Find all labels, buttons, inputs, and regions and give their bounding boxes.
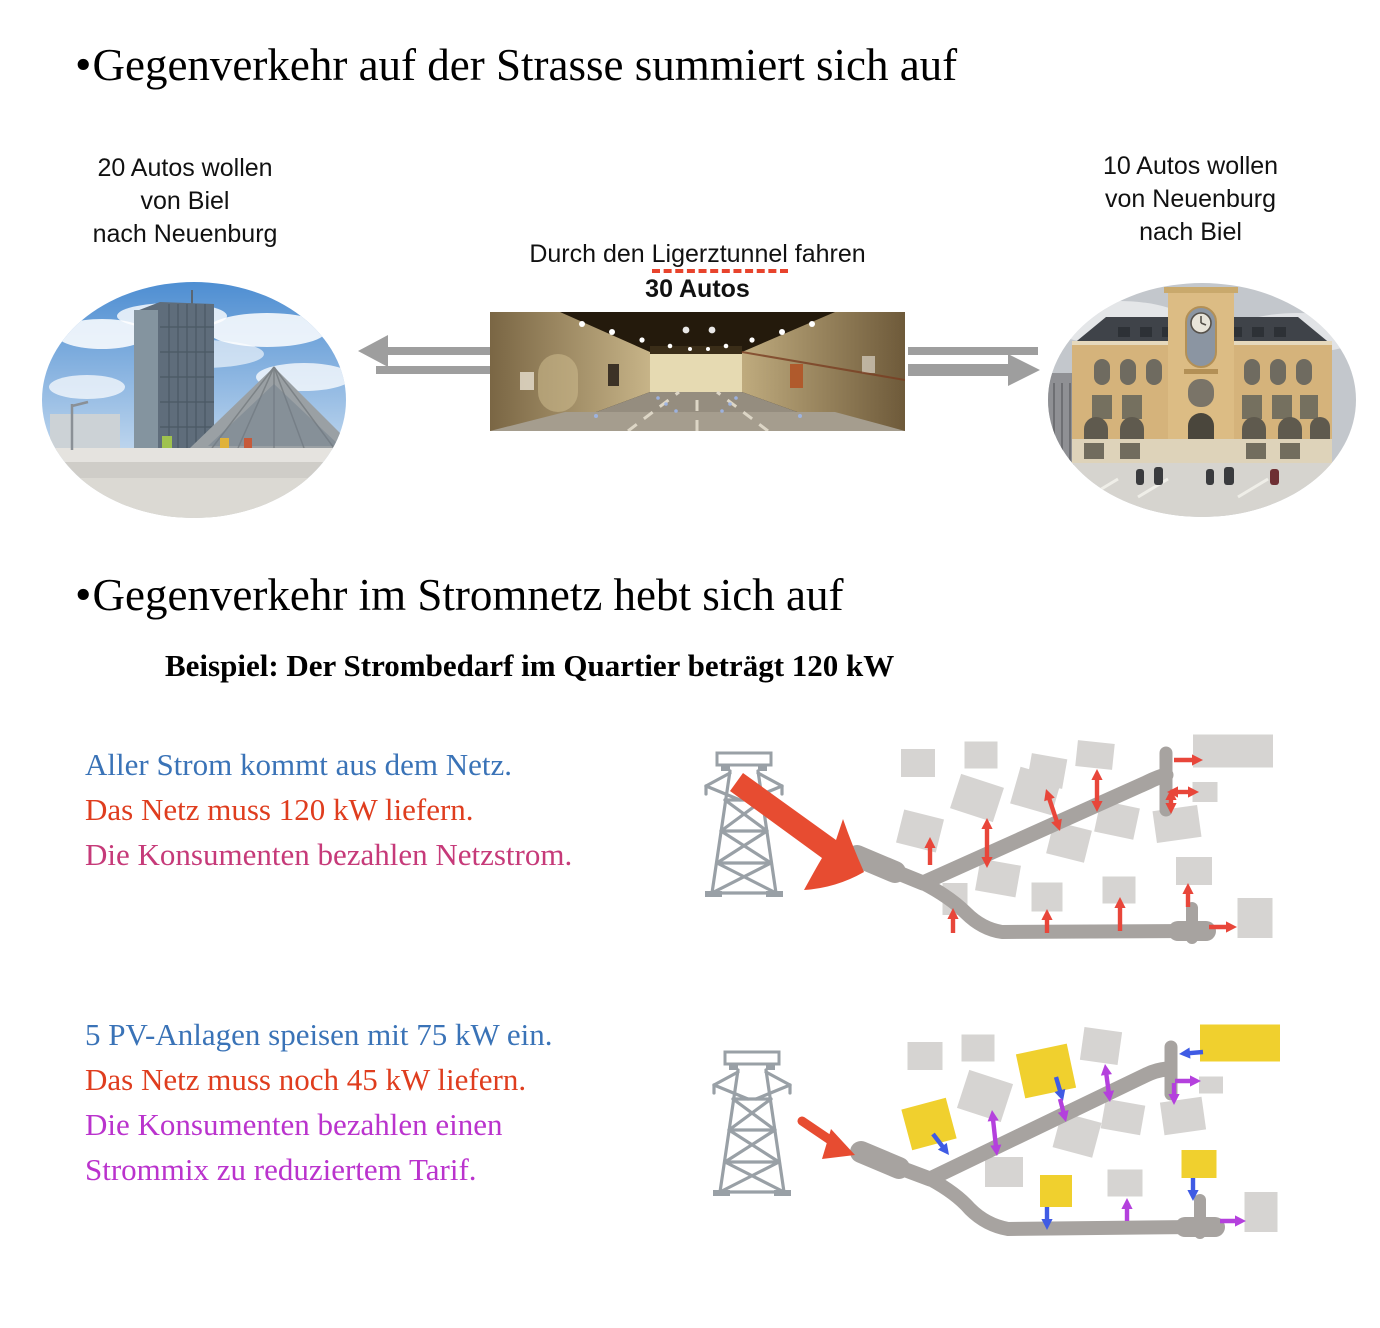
pv-house <box>1200 1025 1280 1062</box>
section1-title-text: Gegenverkehr auf der Strasse summiert sich auf <box>92 40 958 90</box>
case2-line: Das Netz muss noch 45 kW liefern. <box>85 1062 527 1097</box>
arrow-to-neuenburg <box>908 354 1040 386</box>
label-line: 10 Autos wollen <box>1102 152 1279 180</box>
bullet-icon: • <box>75 569 92 621</box>
tunnel-total: 30 Autos <box>645 275 750 303</box>
biel-city-photo <box>42 282 347 518</box>
case2-line: Strommix zu reduziertem Tarif. <box>85 1152 477 1187</box>
neuenburg-building-photo <box>1048 283 1356 517</box>
pv-house <box>1040 1175 1072 1207</box>
case2-line: 5 PV-Anlagen speisen mit 75 kW ein. <box>85 1017 553 1052</box>
ligerztunnel-word: Ligerztunnel <box>652 240 788 273</box>
grid-diagram-all-from-network <box>690 725 1380 975</box>
case1-line: Das Netz muss 120 kW liefern. <box>85 792 474 827</box>
tunnel-sentence-suffix: fahren <box>787 240 866 268</box>
pv-house <box>1182 1150 1217 1178</box>
house <box>1032 883 1063 912</box>
house <box>1238 898 1273 938</box>
label-biel-departures <box>60 152 310 251</box>
label-line: nach Neuenburg <box>92 220 278 248</box>
house <box>901 749 935 777</box>
tunnel-sentence <box>440 240 955 269</box>
house <box>985 1157 1023 1187</box>
house <box>950 774 1004 822</box>
case1-line: Die Konsumenten bezahlen Netzstrom. <box>85 837 573 872</box>
section2-title-text: Gegenverkehr im Stromnetz hebt sich auf <box>92 570 844 620</box>
tunnel-sentence-prefix: Durch den <box>529 240 652 268</box>
house <box>965 742 998 769</box>
house <box>908 1042 943 1070</box>
house <box>962 1035 995 1062</box>
house <box>1101 1099 1146 1135</box>
house <box>1075 740 1115 770</box>
section2-title <box>75 568 843 622</box>
arrow-right-head-icon <box>1008 354 1040 386</box>
label-tunnel-traffic <box>440 240 955 304</box>
label-line: nach Biel <box>1139 218 1242 246</box>
house <box>1108 1170 1143 1197</box>
example-subtitle: Beispiel: Der Strombedarf im Quartier beträgt 120 kW <box>165 648 895 683</box>
pv-house <box>901 1098 956 1150</box>
house <box>957 1070 1013 1122</box>
case1-line: Aller Strom kommt aus dem Netz. <box>85 747 513 782</box>
house <box>1245 1192 1278 1232</box>
section1-title <box>75 38 957 92</box>
house <box>1176 857 1212 885</box>
label-line: 20 Autos wollen <box>97 154 273 182</box>
bullet-icon: • <box>75 39 92 91</box>
case2-text <box>85 1012 553 1192</box>
house <box>896 810 944 853</box>
label-line: von Biel <box>140 187 230 215</box>
arrow-to-biel <box>358 335 490 367</box>
grid-diagram-with-pv <box>690 1020 1380 1300</box>
pv-house <box>1016 1044 1076 1099</box>
house <box>1160 1097 1206 1136</box>
house <box>1199 1077 1223 1094</box>
label-neuenburg-departures <box>1063 150 1318 249</box>
label-line: von Neuenburg <box>1105 185 1276 213</box>
case2-line: Die Konsumenten bezahlen einen <box>85 1107 503 1142</box>
house <box>1080 1027 1122 1065</box>
house <box>1193 735 1273 768</box>
arrow-tail-left <box>376 366 490 374</box>
case1-text <box>85 742 572 877</box>
ligerztunnel-photo <box>490 312 905 431</box>
